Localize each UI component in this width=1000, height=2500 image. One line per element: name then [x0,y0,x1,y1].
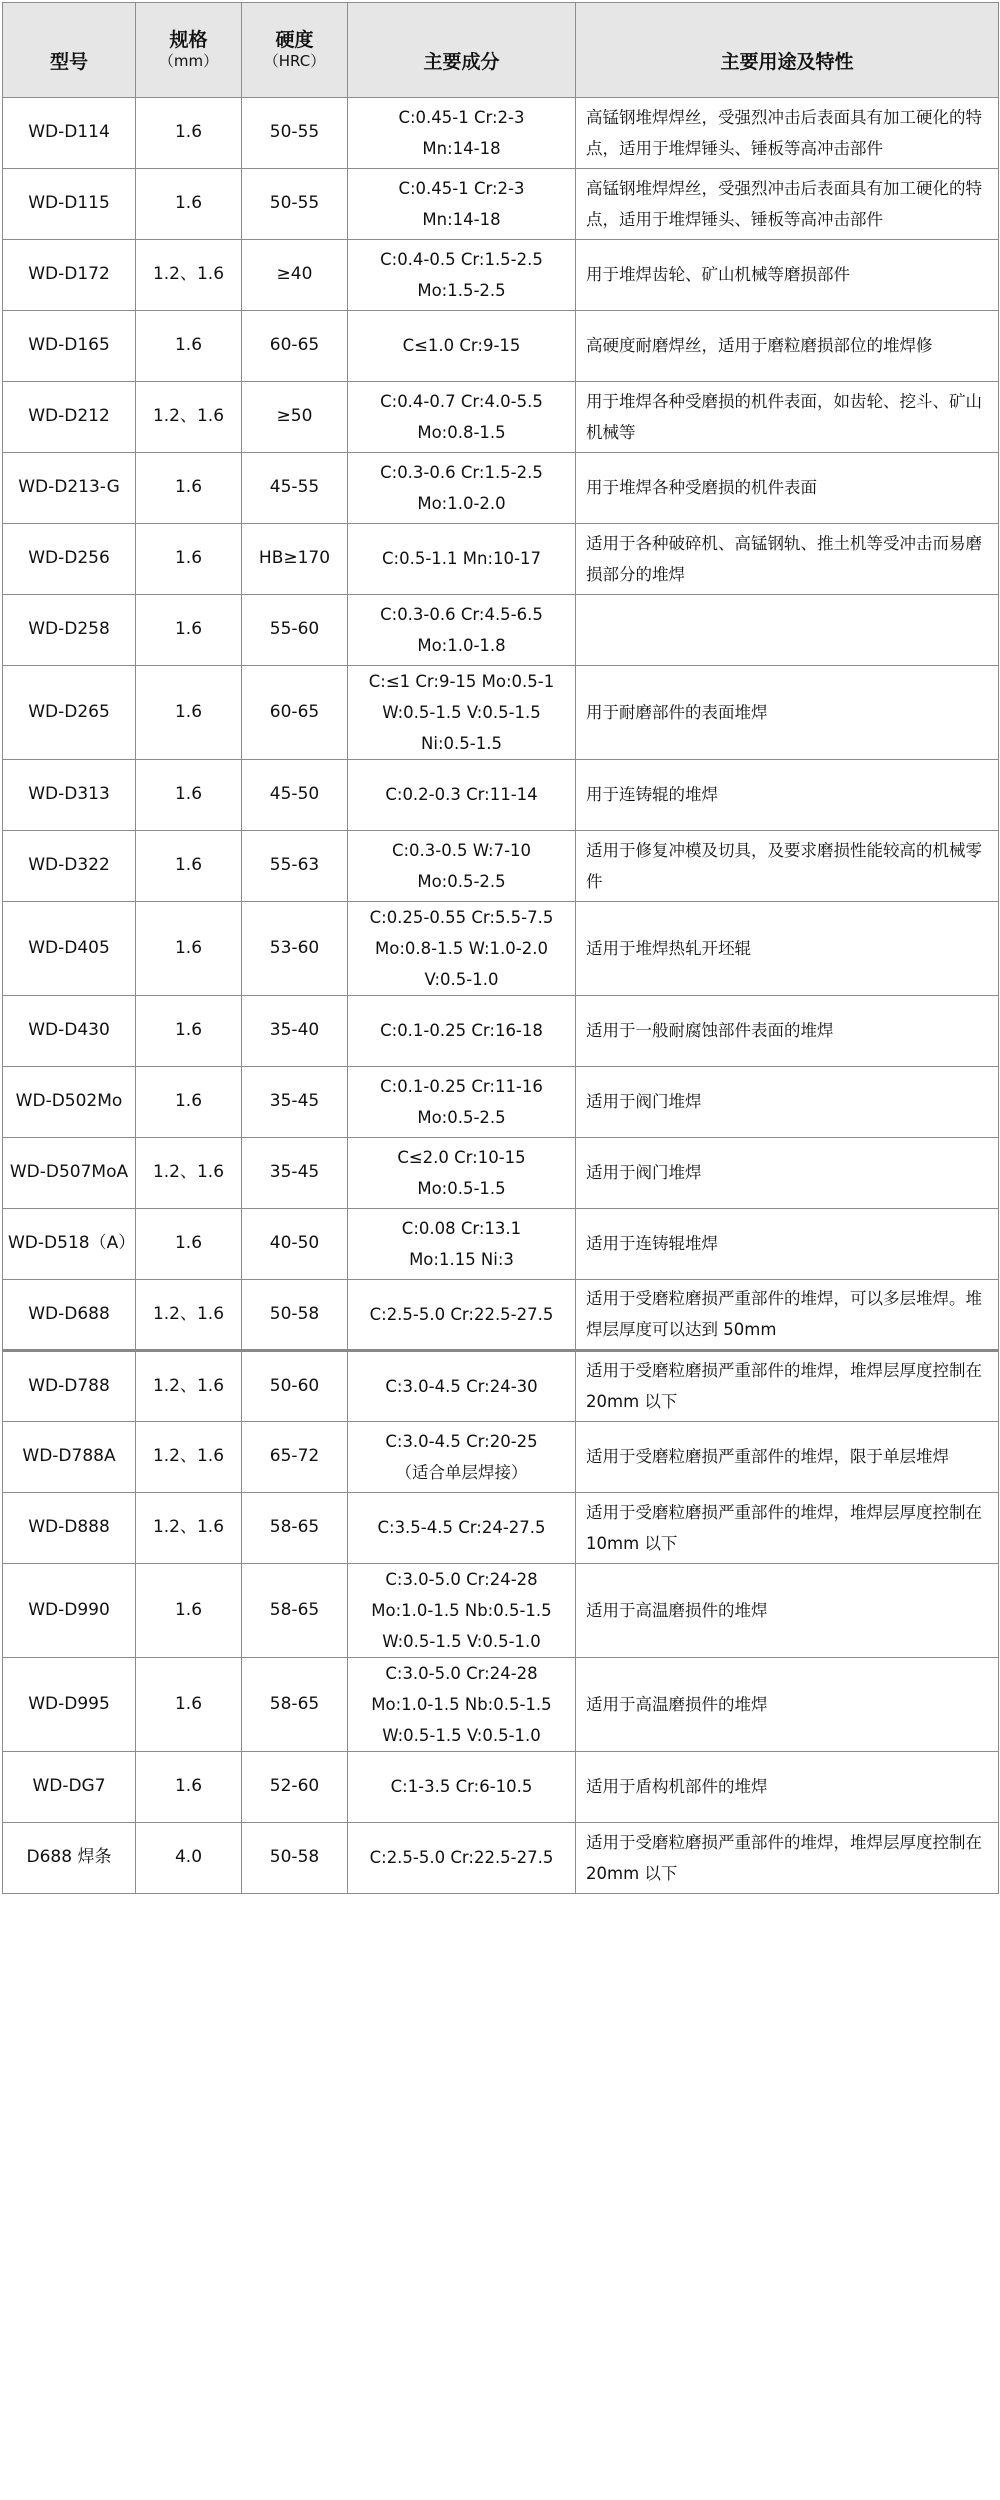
usage-cell: 用于连铸辊的堆焊 [576,759,999,830]
hardness-cell: 58-65 [242,1492,348,1563]
hardness-cell: 50-55 [242,168,348,239]
model-cell: WD-D165 [3,310,136,381]
hardness-cell: ≥50 [242,381,348,452]
table-row [3,1350,999,1421]
usage-cell: 适用于各种破碎机、高锰钢轨、推土机等受冲击而易磨损部分的堆焊 [576,523,999,594]
size-cell: 1.2、1.6 [136,239,242,310]
hardness-cell: 50-58 [242,1279,348,1350]
table-row [3,1492,999,1563]
usage-cell: 高锰钢堆焊焊丝，受强烈冲击后表面具有加工硬化的特点，适用于堆焊锤头、锤板等高冲击部件 [576,168,999,239]
model-cell: WD-D688 [3,1279,136,1350]
model-cell: WD-D990 [3,1563,136,1657]
table-row [3,452,999,523]
model-cell: WD-D502Mo [3,1066,136,1137]
welding-wire-spec-table [2,2,999,1894]
usage-cell: 高硬度耐磨焊丝，适用于磨粒磨损部位的堆焊修 [576,310,999,381]
table-row [3,239,999,310]
header-row [3,3,999,98]
composition-cell: C:2.5-5.0 Cr:22.5-27.5 [348,1279,576,1350]
composition-cell: C:3.0-4.5 Cr:24-30 [348,1350,576,1421]
size-cell: 1.6 [136,594,242,665]
table-row [3,1751,999,1822]
size-cell: 1.6 [136,1657,242,1751]
composition-cell: C:3.0-5.0 Cr:24-28 Mo:1.0-1.5 Nb:0.5-1.5 W:0.5-1.5 V:0.5-1.0 [348,1657,576,1751]
hardness-cell: 35-45 [242,1066,348,1137]
model-cell: WD-D788A [3,1421,136,1492]
usage-cell [576,594,999,665]
hardness-cell: 35-45 [242,1137,348,1208]
size-cell: 1.6 [136,759,242,830]
size-cell: 1.2、1.6 [136,1421,242,1492]
composition-cell: C:0.5-1.1 Mn:10-17 [348,523,576,594]
composition-cell: C:0.25-0.55 Cr:5.5-7.5 Mo:0.8-1.5 W:1.0-2.0 V:0.5-1.0 [348,901,576,995]
usage-cell: 适用于盾构机部件的堆焊 [576,1751,999,1822]
composition-cell: C:0.1-0.25 Cr:11-16 Mo:0.5-2.5 [348,1066,576,1137]
header-hardness [242,3,348,98]
composition-cell: C≤2.0 Cr:10-15 Mo:0.5-1.5 [348,1137,576,1208]
hardness-cell: 45-55 [242,452,348,523]
table-row [3,168,999,239]
composition-cell: C:0.1-0.25 Cr:16-18 [348,995,576,1066]
table-row [3,523,999,594]
composition-cell: C:3.0-5.0 Cr:24-28 Mo:1.0-1.5 Nb:0.5-1.5 W:0.5-1.5 V:0.5-1.0 [348,1563,576,1657]
hardness-cell: 50-60 [242,1350,348,1421]
hardness-cell: 35-40 [242,995,348,1066]
hardness-cell: 60-65 [242,665,348,759]
hardness-cell: 53-60 [242,901,348,995]
hardness-cell: 58-65 [242,1657,348,1751]
usage-cell: 适用于受磨粒磨损严重部件的堆焊，堆焊层厚度控制在 20mm 以下 [576,1350,999,1421]
size-cell: 1.6 [136,523,242,594]
size-cell: 1.6 [136,1563,242,1657]
usage-cell: 适用于高温磨损件的堆焊 [576,1563,999,1657]
model-cell: D688 焊条 [3,1822,136,1893]
size-cell: 1.2、1.6 [136,1492,242,1563]
table-row [3,310,999,381]
composition-cell: C:3.5-4.5 Cr:24-27.5 [348,1492,576,1563]
size-cell: 1.6 [136,168,242,239]
composition-cell: C:2.5-5.0 Cr:22.5-27.5 [348,1822,576,1893]
table-row [3,995,999,1066]
composition-cell: C:0.3-0.6 Cr:4.5-6.5 Mo:1.0-1.8 [348,594,576,665]
composition-cell: C:0.4-0.5 Cr:1.5-2.5 Mo:1.5-2.5 [348,239,576,310]
composition-cell: C:0.45-1 Cr:2-3 Mn:14-18 [348,168,576,239]
table-row [3,594,999,665]
usage-cell: 适用于一般耐腐蚀部件表面的堆焊 [576,995,999,1066]
hardness-cell: 45-50 [242,759,348,830]
model-cell: WD-D430 [3,995,136,1066]
composition-cell: C:≤1 Cr:9-15 Mo:0.5-1 W:0.5-1.5 V:0.5-1.5 Ni:0.5-1.5 [348,665,576,759]
table-row [3,901,999,995]
model-cell: WD-D322 [3,830,136,901]
composition-cell: C:0.45-1 Cr:2-3 Mn:14-18 [348,97,576,168]
usage-cell: 用于耐磨部件的表面堆焊 [576,665,999,759]
header-model-label: 型号 [49,50,88,73]
hardness-cell: ≥40 [242,239,348,310]
usage-cell: 用于堆焊各种受磨损的机件表面，如齿轮、挖斗、矿山机械等 [576,381,999,452]
hardness-cell: 60-65 [242,310,348,381]
hardness-cell: 40-50 [242,1208,348,1279]
composition-cell: C≤1.0 Cr:9-15 [348,310,576,381]
usage-cell: 适用于受磨粒磨损严重部件的堆焊，可以多层堆焊。堆焊层厚度可以达到 50mm [576,1279,999,1350]
model-cell: WD-D405 [3,901,136,995]
table-row [3,1208,999,1279]
table-body [3,97,999,1893]
model-cell: WD-D115 [3,168,136,239]
usage-cell: 适用于修复冲模及切具，及要求磨损性能较高的机械零件 [576,830,999,901]
header-usage [576,3,999,98]
size-cell: 1.6 [136,97,242,168]
size-cell: 4.0 [136,1822,242,1893]
size-cell: 1.2、1.6 [136,1137,242,1208]
size-cell: 1.6 [136,1208,242,1279]
header-model [3,3,136,98]
composition-cell: C:3.0-4.5 Cr:20-25 （适合单层焊接） [348,1421,576,1492]
model-cell: WD-D313 [3,759,136,830]
hardness-cell: 52-60 [242,1751,348,1822]
composition-cell: C:0.4-0.7 Cr:4.0-5.5 Mo:0.8-1.5 [348,381,576,452]
header-usage-label: 主要用途及特性 [720,50,854,73]
hardness-cell: 65-72 [242,1421,348,1492]
table-header [3,3,999,98]
usage-cell: 用于堆焊齿轮、矿山机械等磨损部件 [576,239,999,310]
model-cell: WD-D507MoA [3,1137,136,1208]
usage-cell: 适用于受磨粒磨损严重部件的堆焊，堆焊层厚度控制在 10mm 以下 [576,1492,999,1563]
header-size [136,3,242,98]
header-size-unit: （mm） [158,52,219,71]
composition-cell: C:0.08 Cr:13.1 Mo:1.15 Ni:3 [348,1208,576,1279]
table-row [3,830,999,901]
header-size-label: 规格 [169,28,208,51]
hardness-cell: 58-65 [242,1563,348,1657]
size-cell: 1.6 [136,310,242,381]
hardness-cell: HB≥170 [242,523,348,594]
table-row [3,1137,999,1208]
hardness-cell: 55-63 [242,830,348,901]
composition-cell: C:0.3-0.6 Cr:1.5-2.5 Mo:1.0-2.0 [348,452,576,523]
hardness-cell: 50-55 [242,97,348,168]
table-row [3,1066,999,1137]
usage-cell: 适用于受磨粒磨损严重部件的堆焊，堆焊层厚度控制在 20mm 以下 [576,1822,999,1893]
model-cell: WD-D788 [3,1350,136,1421]
header-composition [348,3,576,98]
composition-cell: C:1-3.5 Cr:6-10.5 [348,1751,576,1822]
usage-cell: 适用于阀门堆焊 [576,1137,999,1208]
model-cell: WD-D518（A） [3,1208,136,1279]
composition-cell: C:0.2-0.3 Cr:11-14 [348,759,576,830]
usage-cell: 用于堆焊各种受磨损的机件表面 [576,452,999,523]
model-cell: WD-D888 [3,1492,136,1563]
model-cell: WD-D256 [3,523,136,594]
usage-cell: 适用于堆焊热轧开坯辊 [576,901,999,995]
table-row [3,1822,999,1893]
usage-cell: 适用于高温磨损件的堆焊 [576,1657,999,1751]
size-cell: 1.2、1.6 [136,381,242,452]
table-row [3,1657,999,1751]
model-cell: WD-D995 [3,1657,136,1751]
model-cell: WD-D265 [3,665,136,759]
model-cell: WD-DG7 [3,1751,136,1822]
model-cell: WD-D114 [3,97,136,168]
usage-cell: 适用于受磨粒磨损严重部件的堆焊，限于单层堆焊 [576,1421,999,1492]
model-cell: WD-D172 [3,239,136,310]
hardness-cell: 55-60 [242,594,348,665]
usage-cell: 适用于阀门堆焊 [576,1066,999,1137]
model-cell: WD-D258 [3,594,136,665]
usage-cell: 适用于连铸辊堆焊 [576,1208,999,1279]
header-hardness-unit: （HRC） [263,52,326,71]
size-cell: 1.2、1.6 [136,1279,242,1350]
model-cell: WD-D213-G [3,452,136,523]
size-cell: 1.6 [136,995,242,1066]
size-cell: 1.6 [136,901,242,995]
table-row [3,1563,999,1657]
size-cell: 1.6 [136,1066,242,1137]
table-row [3,97,999,168]
usage-cell: 高锰钢堆焊焊丝，受强烈冲击后表面具有加工硬化的特点，适用于堆焊锤头、锤板等高冲击部件 [576,97,999,168]
table-row [3,1279,999,1350]
size-cell: 1.6 [136,665,242,759]
header-composition-label: 主要成分 [423,50,500,73]
table-row [3,665,999,759]
size-cell: 1.2、1.6 [136,1350,242,1421]
size-cell: 1.6 [136,1751,242,1822]
table-row [3,1421,999,1492]
size-cell: 1.6 [136,830,242,901]
header-hardness-label: 硬度 [275,28,314,51]
composition-cell: C:0.3-0.5 W:7-10 Mo:0.5-2.5 [348,830,576,901]
model-cell: WD-D212 [3,381,136,452]
size-cell: 1.6 [136,452,242,523]
table-row [3,759,999,830]
hardness-cell: 50-58 [242,1822,348,1893]
table-row [3,381,999,452]
